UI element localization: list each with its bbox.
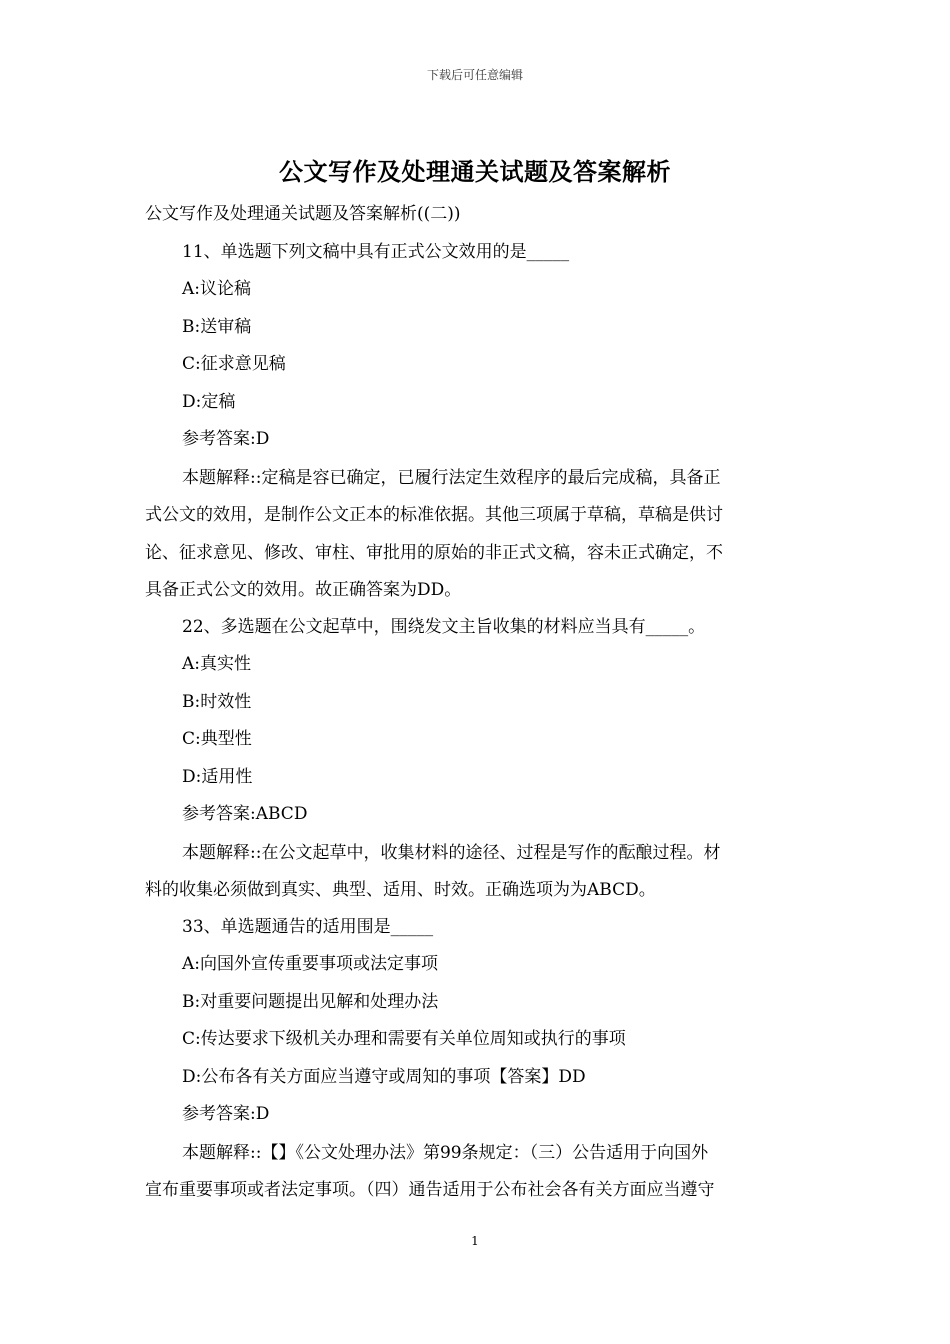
q1-explanation-line: 具备正式公文的效用。故正确答案为DD。 bbox=[145, 580, 462, 600]
q1-explanation-line: 本题解释::定稿是容已确定，已履行法定生效程序的最后完成稿，具备正 bbox=[182, 467, 721, 488]
q2-explanation-line: 料的收集必须做到真实、典型、适用、时效。正确选项为为ABCD。 bbox=[145, 880, 656, 900]
q1-option-b: B:送审稿 bbox=[182, 316, 252, 337]
q3-option-b: B:对重要问题提出见解和处理办法 bbox=[182, 991, 439, 1012]
q3-option-c: C:传达要求下级机关办理和需要有关单位周知或执行的事项 bbox=[182, 1029, 626, 1049]
q2-option-a: A:真实性 bbox=[182, 654, 252, 674]
page-number: 1 bbox=[471, 1234, 479, 1248]
q3-answer: 参考答案:D bbox=[182, 1104, 270, 1124]
document-subtitle: 公文写作及处理通关试题及答案解析((二)) bbox=[145, 204, 461, 224]
q1-explanation-line: 式公文的效用，是制作公文正本的标准依据。其他三项属于草稿，草稿是供讨 bbox=[145, 505, 723, 525]
q2-answer: 参考答案:ABCD bbox=[182, 804, 308, 824]
q3-option-a: A:向国外宣传重要事项或法定事项 bbox=[182, 954, 439, 974]
question-2: 22、多选题在公文起草中，围绕发文主旨收集的材料应当具有_____。 bbox=[182, 616, 706, 637]
q1-explanation-line: 论、征求意见、修改、审柱、审批用的原始的非正式文稿，容未正式确定，不 bbox=[145, 542, 723, 563]
q3-explanation-line: 本题解释::【】《公文处理办法》第99条规定：（三）公告适用于向国外 bbox=[182, 1142, 709, 1163]
q1-option-a: A:议论稿 bbox=[182, 279, 252, 299]
q1-answer: 参考答案:D bbox=[182, 429, 270, 449]
document-title: 公文写作及处理通关试题及答案解析 bbox=[279, 157, 671, 186]
document-body bbox=[145, 200, 805, 1213]
q3-explanation-line: 宣布重要事项或者法定事项。（四）通告适用于公布社会各有关方面应当遵守 bbox=[145, 1180, 715, 1200]
q1-option-d: D:定稿 bbox=[182, 391, 236, 412]
q2-option-d: D:适用性 bbox=[182, 766, 253, 787]
q2-explanation-line: 本题解释::在公文起草中，收集材料的途径、过程是写作的酝酿过程。材 bbox=[182, 842, 721, 863]
page-header: 下载后可任意编辑 bbox=[426, 68, 523, 82]
q2-option-b: B:时效性 bbox=[182, 691, 252, 712]
q2-option-c: C:典型性 bbox=[182, 729, 252, 749]
q1-option-c: C:征求意见稿 bbox=[182, 354, 286, 374]
question-3: 33、单选题通告的适用围是_____ bbox=[182, 916, 434, 937]
question-1: 11、单选题下列文稿中具有正式公文效用的是_____ bbox=[182, 241, 570, 262]
q3-option-d: D:公布各有关方面应当遵守或周知的事项【答案】DD bbox=[182, 1066, 586, 1087]
